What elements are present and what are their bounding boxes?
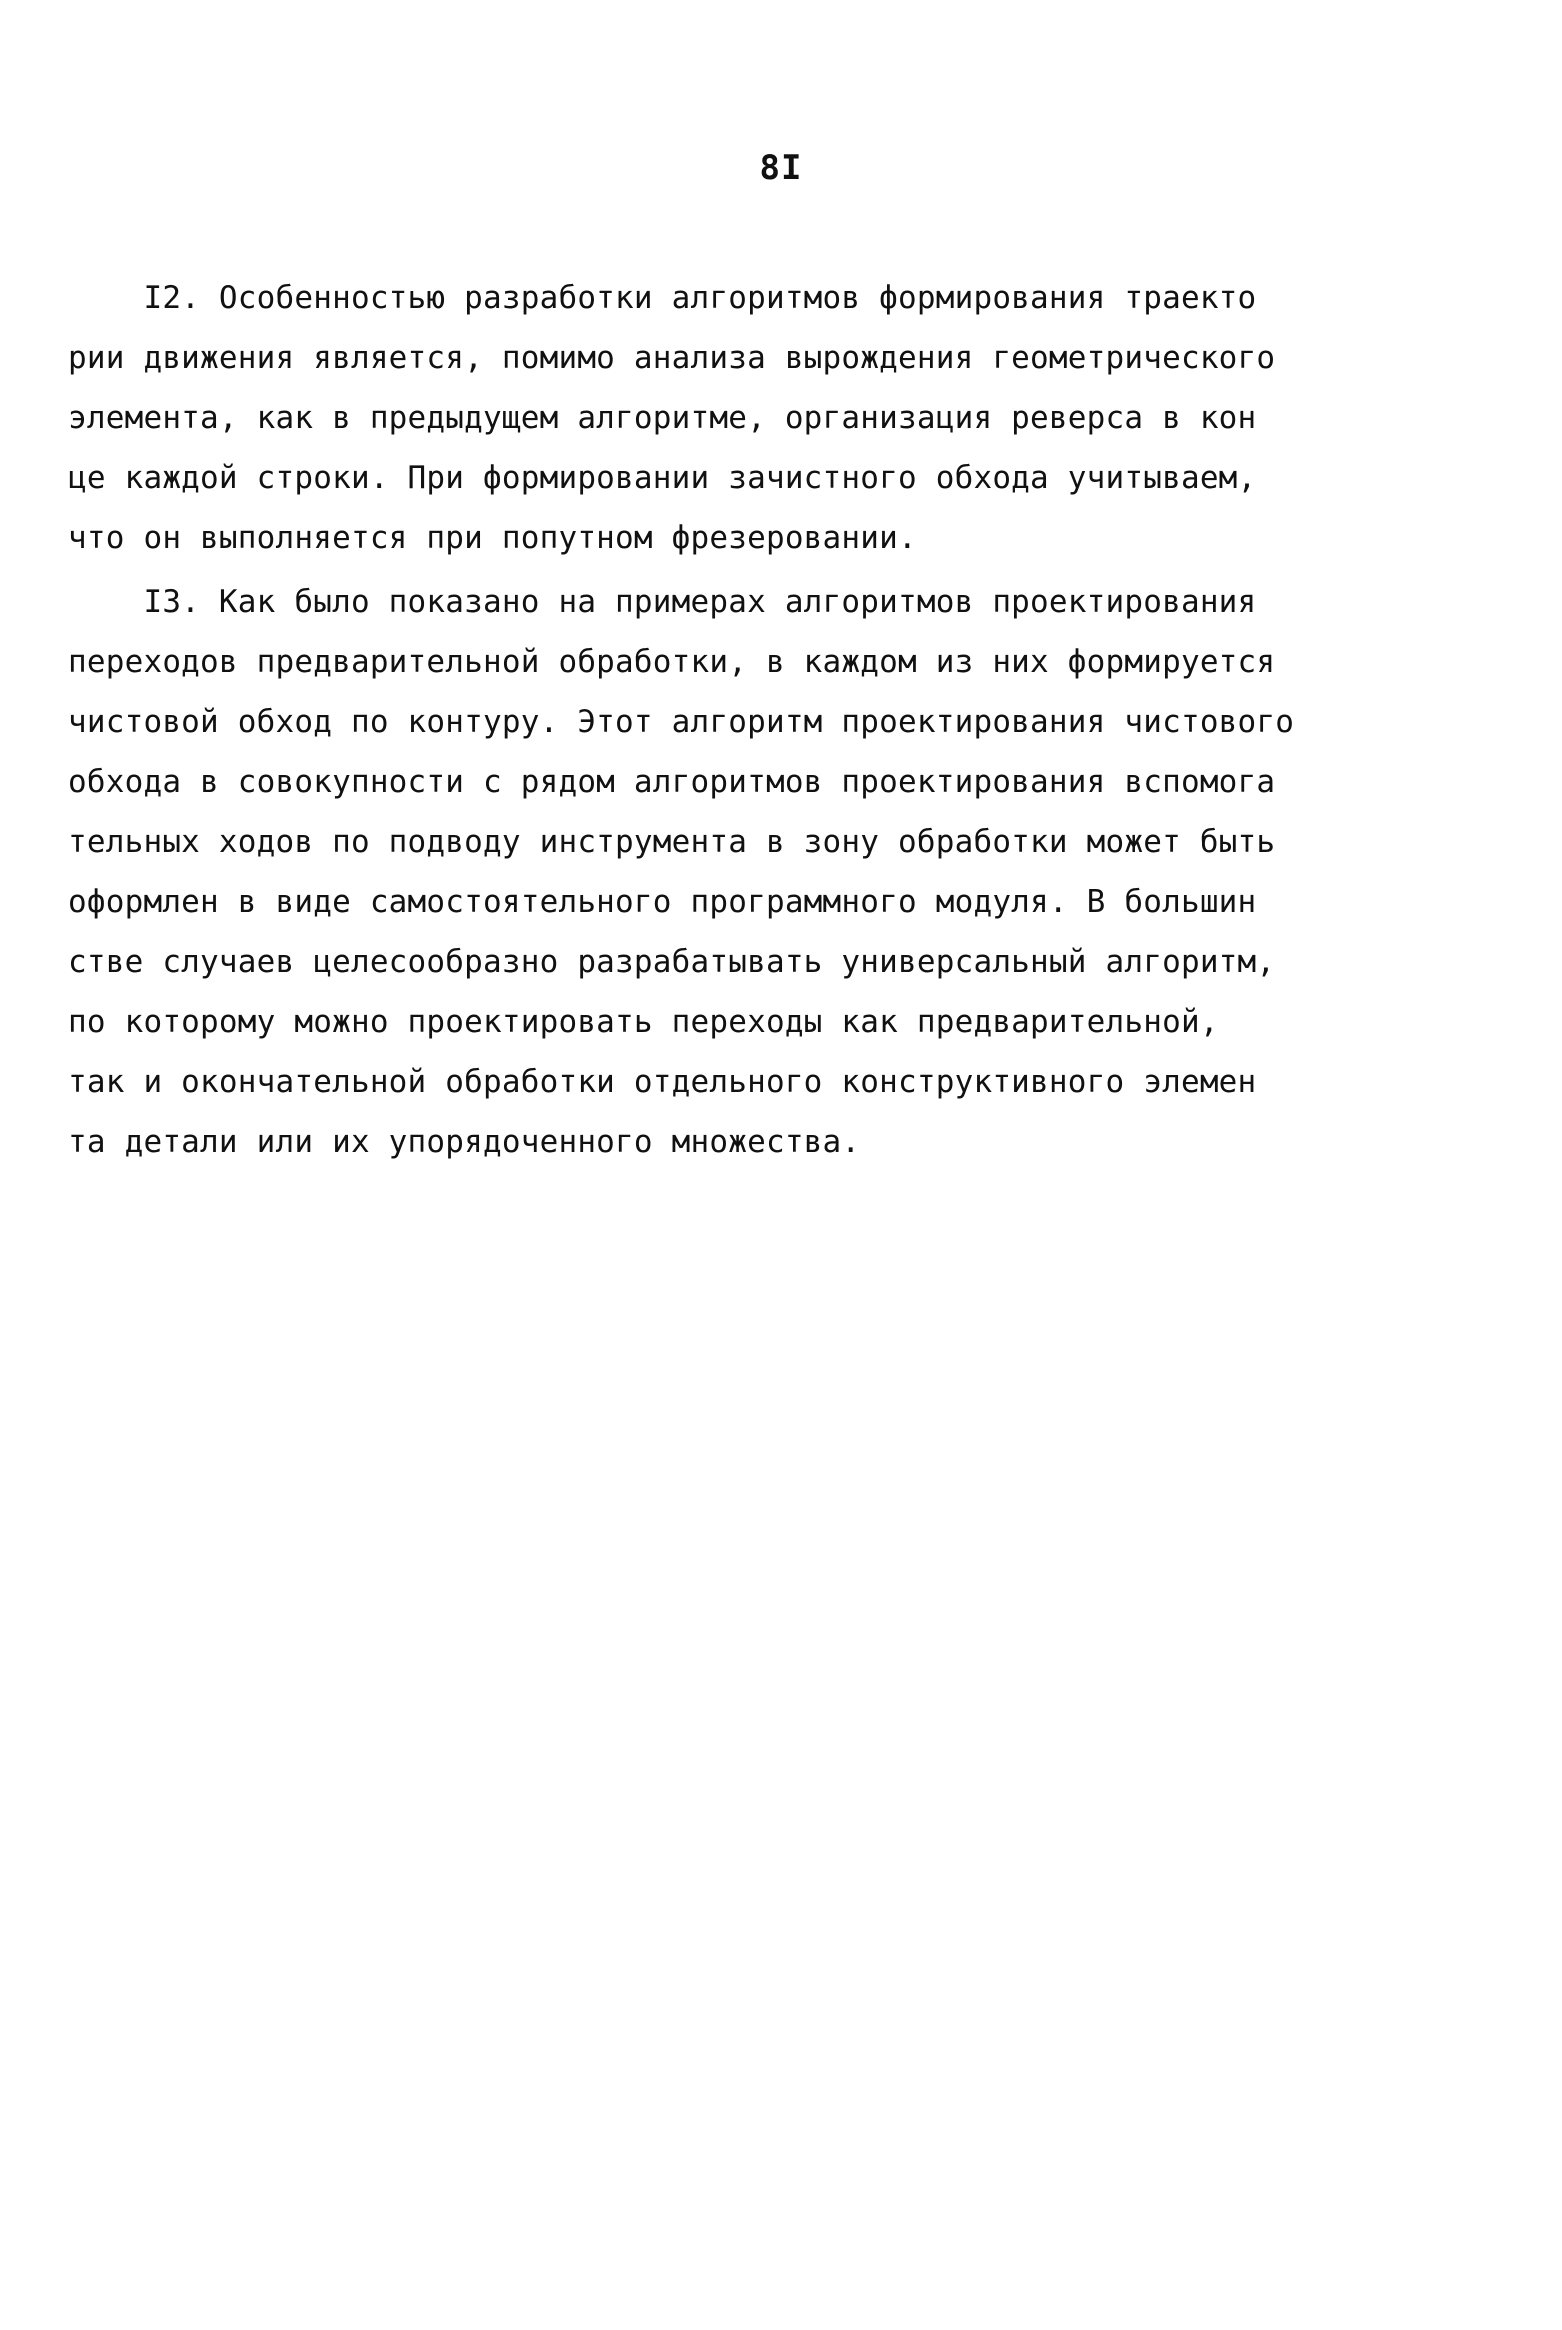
text-line: переходов предварительной обработки, в каждом из них формируется <box>68 644 1276 680</box>
text-line: по которому можно проектировать переходы как предварительной, <box>68 1004 1219 1040</box>
page-number: 8I <box>759 148 803 188</box>
text-line: та детали или их упорядоченного множества. <box>68 1124 861 1160</box>
text-line: I3. Как было показано на примерах алгоритмов проектирования <box>68 584 1257 620</box>
text-line: тельных ходов по подводу инструмента в зону обработки может быть <box>68 824 1276 860</box>
text-line: оформлен в виде самостоятельного программного модуля. В большин <box>68 884 1257 920</box>
text-line: что он выполняется при попутном фрезеровании. <box>68 520 917 556</box>
text-line: элемента, как в предыдущем алгоритме, организация реверса в кон <box>68 400 1257 436</box>
text-line: так и окончательной обработки отдельного конструктивного элемен <box>68 1064 1257 1100</box>
text-line: обхода в совокупности с рядом алгоритмов проектирования вспомога <box>68 764 1276 800</box>
text-line: чистовой обход по контуру. Этот алгоритм проектирования чистового <box>68 704 1295 740</box>
text-line: це каждой строки. При формировании зачистного обхода учитываем, <box>68 460 1257 496</box>
text-line: I2. Особенностью разработки алгоритмов формирования траекто <box>68 280 1257 316</box>
text-line: стве случаев целесообразно разрабатывать универсальный алгоритм, <box>68 944 1276 980</box>
text-line: рии движения является, помимо анализа вырождения геометрического <box>68 340 1276 376</box>
